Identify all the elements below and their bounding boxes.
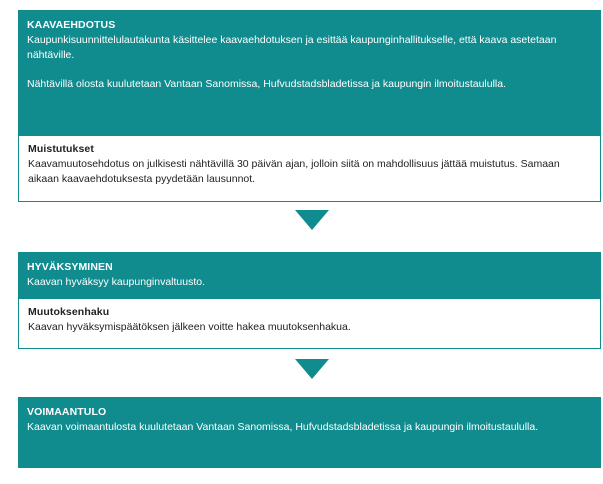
step-title: HYVÄKSYMINEN <box>27 261 113 273</box>
step-voimaantulo-box <box>18 397 601 468</box>
step-title: KAAVAEHDOTUS <box>27 19 116 31</box>
step-description-notice: Nähtävillä olosta kuulutetaan Vantaan Sanomissa, Hufvudstadsbladetissa ja kaupungin ilmoitustaululla. <box>27 78 507 90</box>
substep-title: Muutoksenhaku <box>28 306 110 318</box>
step-description: Kaavan voimaantulosta kuulutetaan Vantaan Sanomissa, Hufvudstadsbladetissa ja kaupungin ilmoitustaululla. <box>27 421 539 433</box>
step-hyvaksyminen-box <box>18 252 601 298</box>
flow-arrow-down-icon <box>295 210 329 230</box>
substep-muistutukset-box <box>18 135 601 202</box>
step-kaavaehdotus-box <box>18 10 601 135</box>
substep-title: Muistutukset <box>28 143 94 155</box>
substep-description: Kaavan hyväksymispäätöksen jälkeen voitte hakea muutoksenhakua. <box>28 321 351 333</box>
step-title: VOIMAANTULO <box>27 406 107 418</box>
flow-arrow-down-icon <box>295 359 329 379</box>
substep-description: Kaavamuutosehdotus on julkisesti nähtävillä 30 päivän ajan, jolloin siitä on mahdollisuus jättää muistutus. Samaan aikaan kaavaehdotuksesta pyydetään lausunnot. <box>28 158 560 185</box>
substep-muutoksenhaku-box <box>18 298 601 349</box>
step-description: Kaavan hyväksyy kaupunginvaltuusto. <box>27 276 206 288</box>
step-description: Kaupunkisuunnittelulautakunta käsittelee kaavaehdotuksen ja esittää kaupunginhallitukselle, että kaava asetetaan nähtäville. <box>27 34 557 61</box>
